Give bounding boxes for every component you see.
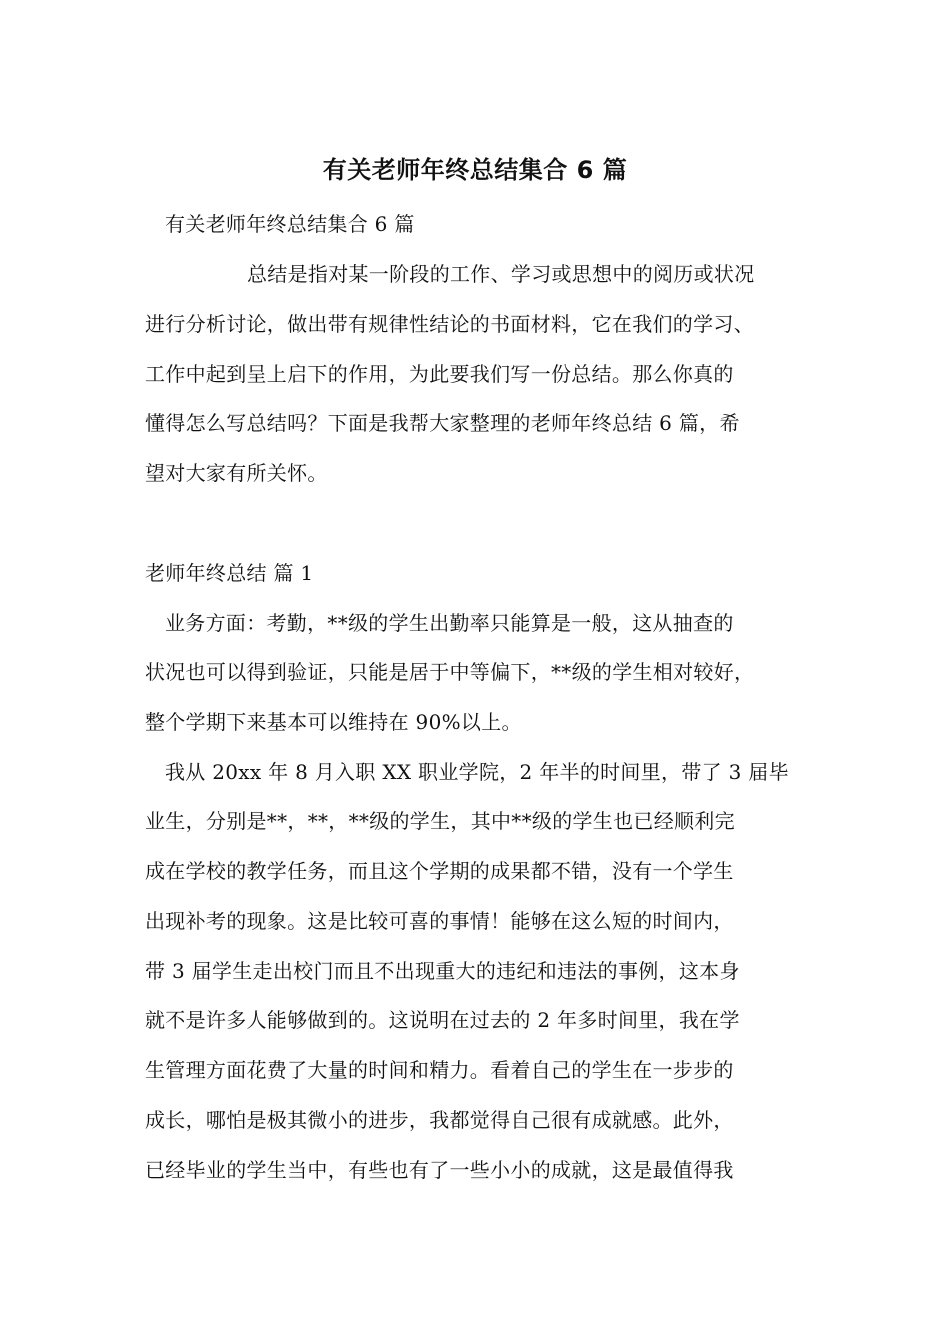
intro-line: 工作中起到呈上启下的作用，为此要我们写一份总结。那么你真的 bbox=[145, 362, 734, 386]
document-subtitle: 有关老师年终总结集合 6 篇 bbox=[165, 212, 415, 236]
paragraph-line: 出现补考的现象。这是比较可喜的事情！能够在这么短的时间内， bbox=[145, 909, 734, 933]
intro-line: 进行分析讨论，做出带有规律性结论的书面材料，它在我们的学习、 bbox=[145, 312, 754, 336]
paragraph-line: 生管理方面花费了大量的时间和精力。看着自己的学生在一步步的 bbox=[145, 1058, 734, 1082]
paragraph-line: 我从 20xx 年 8 月入职 XX 职业学院，2 年半的时间里，带了 3 届毕 bbox=[165, 760, 789, 784]
intro-line: 懂得怎么写总结吗？下面是我帮大家整理的老师年终总结 6 篇，希 bbox=[145, 411, 740, 435]
intro-line: 总结是指对某一阶段的工作、学习或思想中的阅历或状况 bbox=[247, 262, 755, 286]
section-heading: 老师年终总结 篇 1 bbox=[145, 561, 314, 585]
intro-line: 望对大家有所关怀。 bbox=[145, 461, 328, 485]
paragraph-line: 整个学期下来基本可以维持在 90%以上。 bbox=[145, 710, 522, 734]
document-title: 有关老师年终总结集合 6 篇 bbox=[322, 156, 628, 184]
paragraph-line: 业务方面：考勤，**级的学生出勤率只能算是一般，这从抽查的 bbox=[165, 611, 734, 635]
paragraph-line: 成长，哪怕是极其微小的进步，我都觉得自己很有成就感。此外， bbox=[145, 1108, 734, 1132]
paragraph-line: 成在学校的教学任务，而且这个学期的成果都不错，没有一个学生 bbox=[145, 859, 734, 883]
paragraph-line: 业生，分别是**，**，**级的学生，其中**级的学生也已经顺利完 bbox=[145, 809, 735, 833]
paragraph-line: 状况也可以得到验证，只能是居于中等偏下，**级的学生相对较好， bbox=[145, 660, 755, 684]
paragraph-line: 已经毕业的学生当中，有些也有了一些小小的成就，这是最值得我 bbox=[145, 1158, 734, 1182]
paragraph-line: 带 3 届学生走出校门而且不出现重大的违纪和违法的事例，这本身 bbox=[145, 959, 740, 983]
paragraph-line: 就不是许多人能够做到的。这说明在过去的 2 年多时间里，我在学 bbox=[145, 1008, 740, 1032]
